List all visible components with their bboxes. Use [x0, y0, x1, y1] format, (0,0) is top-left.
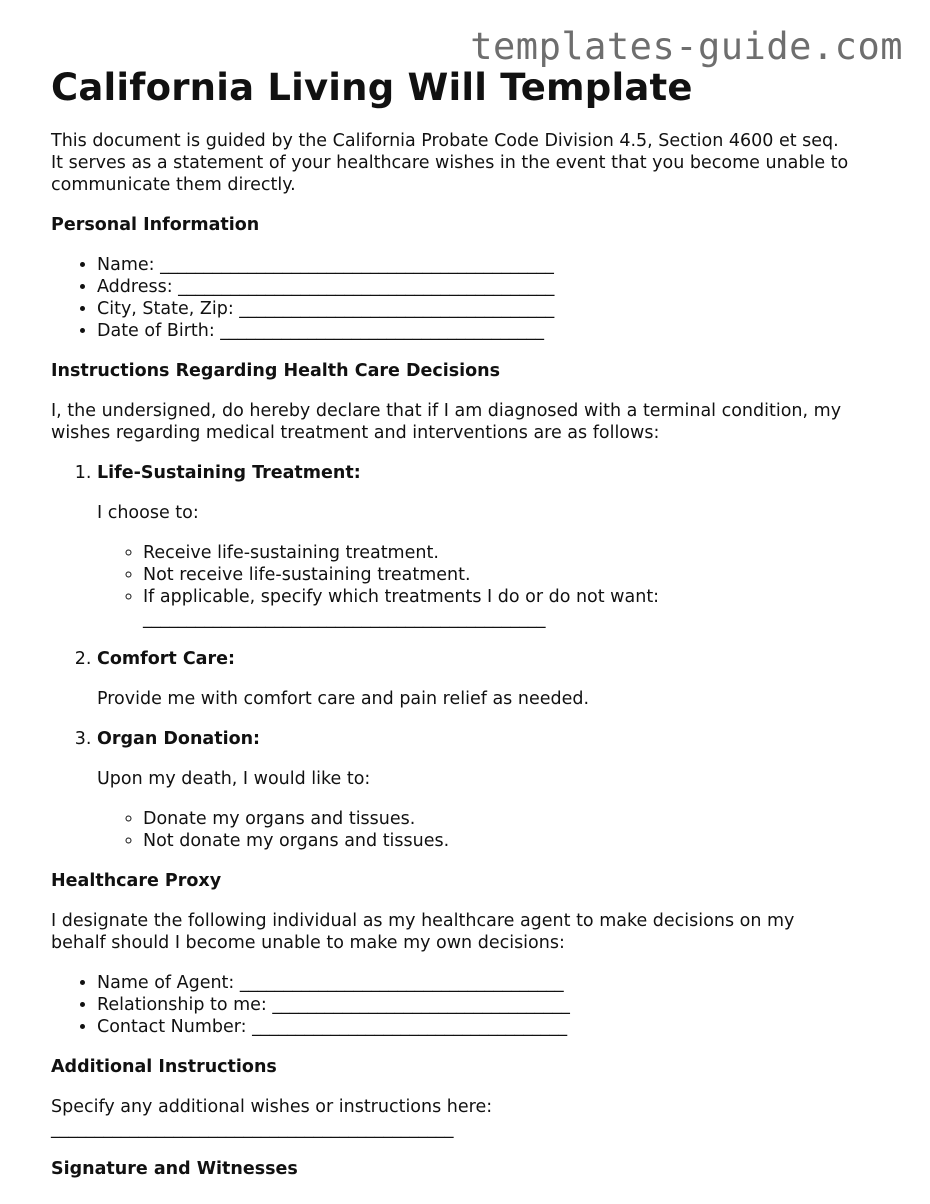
- instructions-list: [51, 462, 901, 852]
- life-sustaining-body: I choose to:: [97, 503, 199, 523]
- contact-number-field[interactable]: • Contact Number: ____________________________________: [97, 1016, 901, 1038]
- site-watermark: templates-guide.com: [470, 25, 903, 68]
- comfort-care-title: 2. Comfort Care:: [97, 649, 235, 669]
- comfort-care-body: Provide me with comfort care and pain relief as needed.: [97, 689, 590, 709]
- proxy-paragraph: [51, 910, 901, 954]
- additional-paragraph: [51, 1096, 901, 1140]
- additional-blank-line[interactable]: ______________________________________________: [51, 1119, 454, 1139]
- name-field[interactable]: • Name: _____________________________________________: [97, 254, 901, 276]
- proxy-fields-list: [51, 972, 901, 1038]
- personal-info-list: [51, 254, 901, 342]
- page-title: California Living Will Template: [51, 66, 693, 109]
- relationship-field[interactable]: • Relationship to me: __________________________________: [97, 994, 901, 1016]
- option-not-receive-treatment[interactable]: ◦ Not receive life-sustaining treatment.: [143, 564, 901, 586]
- option-donate-organs[interactable]: ◦ Donate my organs and tissues.: [143, 808, 901, 830]
- option-not-donate-organs[interactable]: ◦ Not donate my organs and tissues.: [143, 830, 901, 852]
- proxy-line: I designate the following individual as my healthcare agent to make decisions on my: [51, 911, 795, 931]
- instructions-line: I, the undersigned, do hereby declare that if I am diagnosed with a terminal condition, my: [51, 401, 842, 421]
- signature-heading: Signature and Witnesses: [51, 1159, 298, 1179]
- life-sustaining-title: 1. Life-Sustaining Treatment:: [97, 463, 361, 483]
- healthcare-proxy-heading: Healthcare Proxy: [51, 871, 222, 891]
- additional-instructions-heading: Additional Instructions: [51, 1057, 277, 1077]
- instructions-heading: Instructions Regarding Health Care Decisions: [51, 361, 501, 381]
- list-item-comfort-care: [97, 648, 901, 710]
- intro-line: This document is guided by the California Probate Code Division 4.5, Section 4600 et seq.: [51, 131, 839, 151]
- instructions-line: wishes regarding medical treatment and interventions are as follows:: [51, 423, 660, 443]
- instructions-paragraph: [51, 400, 901, 444]
- option-receive-treatment[interactable]: ◦ Receive life-sustaining treatment.: [143, 542, 901, 564]
- personal-info-heading: Personal Information: [51, 215, 260, 235]
- treatments-blank-line[interactable]: ______________________________________________: [143, 609, 546, 629]
- document-page: [51, 66, 901, 1198]
- intro-line: communicate them directly.: [51, 175, 296, 195]
- intro-paragraph: [51, 130, 901, 196]
- intro-line: It serves as a statement of your healthcare wishes in the event that you become unable to: [51, 153, 849, 173]
- city-state-zip-field[interactable]: • City, State, Zip: ____________________________________: [97, 298, 901, 320]
- additional-text: Specify any additional wishes or instructions here:: [51, 1097, 493, 1117]
- option-specify-treatments[interactable]: [143, 586, 901, 630]
- list-item-life-sustaining: [97, 462, 901, 630]
- option-specify-label: ◦ If applicable, specify which treatments I do or do not want:: [143, 587, 660, 607]
- address-field[interactable]: • Address: ___________________________________________: [97, 276, 901, 298]
- organ-donation-body: Upon my death, I would like to:: [97, 769, 371, 789]
- organ-donation-title: 3. Organ Donation:: [97, 729, 261, 749]
- list-item-organ-donation: [97, 728, 901, 852]
- date-of-birth-field[interactable]: • Date of Birth: _____________________________________: [97, 320, 901, 342]
- organ-donation-options: [97, 808, 901, 852]
- proxy-line: behalf should I become unable to make my own decisions:: [51, 933, 565, 953]
- life-sustaining-options: [97, 542, 901, 630]
- agent-name-field[interactable]: • Name of Agent: _____________________________________: [97, 972, 901, 994]
